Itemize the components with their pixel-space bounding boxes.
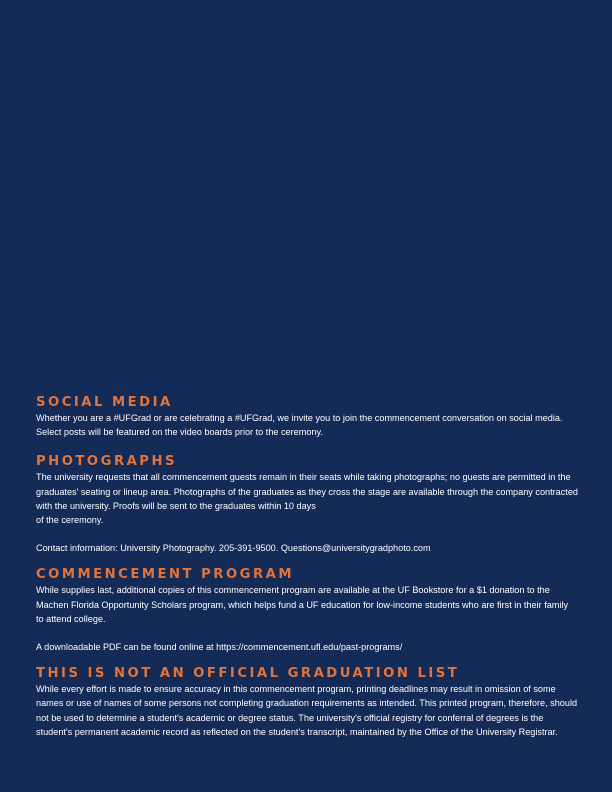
photographs-body-end: of the ceremony.: [36, 515, 104, 526]
not-official-heading: THIS IS NOT AN OFFICIAL GRADUATION LIST: [36, 666, 460, 682]
paragraph-gap: [36, 527, 578, 541]
social-media-body: Whether you are a #UFGrad or are celebrating a #UFGrad, we invite you to join the commencement conversation on social media. Select posts will be featured on the video boards prior to the ceremony.: [36, 413, 563, 438]
not-official-body: While every effort is made to ensure accuracy in this commencement program, printing deadlines may result in omission of some names or use of names of some persons not completing graduation requirements as intended. This printed program, therefore, should not be used to determine a student's academic or degree status. The university's official registry for conferral of degrees is the student's permanent academic record as reflected on the student's transcript, maintained by the Office of the University Registrar.: [36, 684, 578, 737]
social-media-section: [36, 395, 578, 439]
commencement-program-section: [36, 567, 578, 654]
not-official-section: [36, 666, 578, 739]
commencement-program-heading: COMMENCEMENT PROGRAM: [36, 567, 294, 583]
photographs-heading: PHOTOGRAPHS: [36, 454, 178, 470]
photographs-body: The university requests that all commencement guests remain in their seats while taking photographs; no guests are permitted in the graduates' seating or lineup area. Photographs of the graduates as they cross the stage are available through the company contracted with the university. Proofs will be sent to the graduates within 10 days: [36, 472, 578, 511]
commencement-program-body: While supplies last, additional copies of this commencement program are available at the UF Bookstore for a $1 donation to the Machen Florida Opportunity Scholars program, which helps fund a UF education for low-income students who are first in their family to attend college.: [36, 585, 569, 624]
photographs-section: [36, 454, 578, 555]
paragraph-gap: [36, 626, 578, 640]
info-content: [36, 395, 578, 739]
commencement-program-pdf-note: A downloadable PDF can be found online at https://commencement.ufl.edu/past-programs/: [36, 642, 403, 653]
photographs-contact: Contact information: University Photography. 205-391-9500. Questions@universitygradphoto.com: [36, 543, 431, 554]
social-media-heading: SOCIAL MEDIA: [36, 395, 173, 410]
